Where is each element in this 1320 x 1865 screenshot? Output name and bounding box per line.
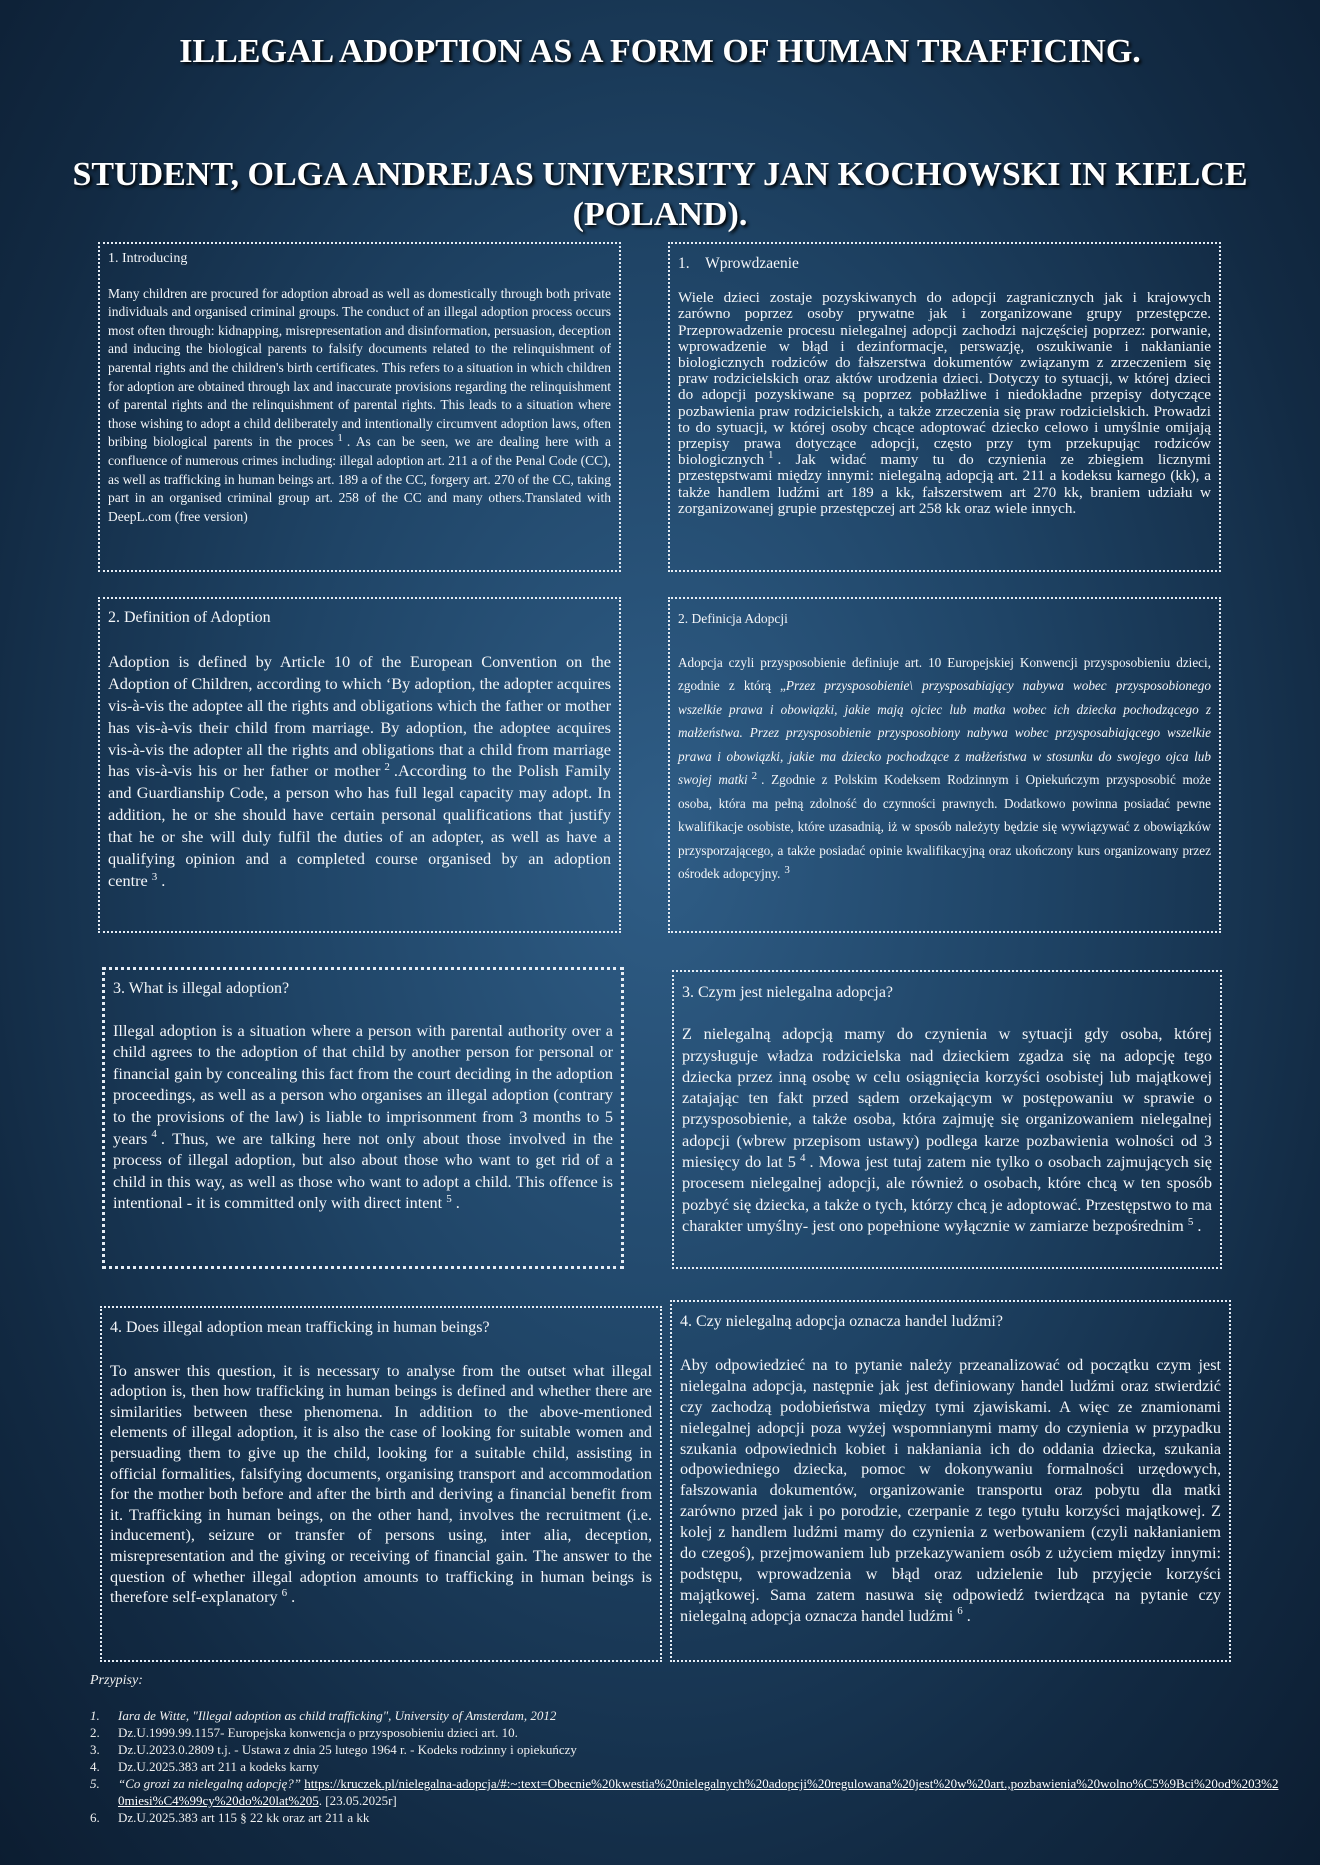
section-2-en: [98, 597, 621, 933]
section-body: Illegal adoption is a situation where a person with parental authority over a child agrees to the adoption of that child by another person for personal or financial gain by concealing this fact from the court deciding in the adoption proceedings, as well as a person who organises an illegal adoption (contrary to the provisions of the law) is liable to imprisonment from 3 months to 5 years $^4$ . Thus, we are talking here not only about those involved in the process of illegal adoption, but also about those who want to get rid of a child in this way, as well as those who want to adopt a child. This offence is intentional - it is committed only with direct intent $^5$ .: [113, 1020, 613, 1213]
footnotes-heading: Przypisy:: [90, 1673, 143, 1688]
section-3-en: [102, 967, 624, 1269]
footnote-item: 6. Dz.U.2025.383 art 115 § 22 kk oraz art 211 a kk: [90, 1810, 370, 1825]
footnote-ref: 2: [384, 761, 390, 774]
section-4-pl: [670, 1300, 1231, 1662]
section-heading: 4. Czy nielegalną adopcja oznacza handel ludźmi?: [680, 1313, 1003, 1330]
footnote-ref: 2: [751, 769, 758, 782]
section-2-pl: [668, 597, 1221, 933]
section-heading: 4. Does illegal adoption mean trafficking in human beings?: [110, 1319, 490, 1336]
poster-title: ILLEGAL ADOPTION AS A FORM OF HUMAN TRAFFICING.: [179, 33, 1141, 70]
section-heading: 2. Definition of Adoption: [108, 609, 271, 626]
section-body: To answer this question, it is necessary to analyse from the outset what illegal adoption is, then how trafficking in human beings is defined and whether there are similarities between these phenomena. In addition to the above-mentioned elements of illegal adoption, it is also the case of looking for suitable women and persuading them to give up the child, looking for a suitable child, assisting in official formalities, falsifying documents, organising transport and accommodation for the mother both before and after the birth and deriving a financial benefit from it. Trafficking in human beings, on the other hand, involves the recruitment (i.e. inducement), seizure or transfer of persons using, inter alia, deception, misrepresentation and the giving or receiving of financial gain. The answer to the question of whether illegal adoption amounts to trafficking in human beings is therefore self-explanatory $^6$ .: [110, 1361, 652, 1607]
section-body: Adoption is defined by Article 10 of the European Convention on the Adoption of Children, according to which ‘By adoption, the adopter acquires vis-à-vis the adoptee all the rights and obligations which the father or mother has vis-à-vis their child from marriage. By adoption, the adoptee acquires vis-à-vis the adopter all the rights and obligations that a child from marriage has vis-à-vis his or her father or mother $^2$ .According to the Polish Family and Guardianship Code, a person who has full legal capacity may adopt. In addition, he or she should have certain personal qualifications that justify that he or she will duly fulfil the duties of an adopter, as well as have a qualifying opinion and a completed course organised by an adoption centre $^3$ .: [108, 651, 611, 890]
footnote-item: 4. Dz.U.2025.383 art 211 a kodeks karny: [90, 1759, 319, 1774]
footnote-ref: 4: [799, 1151, 806, 1164]
footnote-link[interactable]: https://kruczek.pl/nielegalna-adopcja/#:~:text=Obecnie%20kwestia%20nielegalnych%20adopcji%20regulowana%20jest%20w%20art.,pozbawienia%20wolno%C5%9Bci%20od%203%20miesi%C4%99cy%20do%20lat%205: [118, 1776, 1279, 1808]
footnote-ref: 5: [1187, 1215, 1194, 1228]
footnote-ref: 6: [281, 1586, 288, 1599]
section-heading: 2. Definicja Adopcji: [678, 611, 788, 626]
section-heading: 3. What is illegal adoption?: [113, 980, 290, 997]
footnotes: [90, 1672, 1280, 1826]
poster-author: STUDENT, OLGA ANDREJAS UNIVERSITY JAN KOCHOWSKI IN KIELCE (POLAND).: [72, 156, 1248, 233]
section-4-en: [100, 1306, 662, 1662]
footnote-ref: 3: [784, 863, 790, 876]
section-heading: 3. Czym jest nielegalna adopcja?: [682, 984, 894, 1001]
footnote-ref: 3: [151, 870, 158, 883]
footnote-item: 1. Iara de Witte, "Illegal adoption as child trafficking", University of Amsterdam, 2012: [90, 1708, 557, 1723]
footnote-item: 5. “Co grozi za nielegalną adopcję?” https://kruczek.pl/nielegalna-adopcja/#:~:text=Obecnie%20kwestia%20nielegalnych%20adopcji%20regulowana%20jest%20w%20art.,pozbawienia%20wolno%C5%9Bci%20od%203%20miesi%C4%99cy%20do%20lat%205. [23.05.2025r]: [90, 1776, 1279, 1808]
section-body: Adopcja czyli przysposobienie definiuje art. 10 Europejskiej Konwencji przysposobieniu dzieci, zgodnie z którą „Przez przysposobienie\ przysposabiający nabywa wobec przysposobionego wszelkie prawa i obowiązki, jakie mają ojciec lub matka wobec ich dziecka pochodzącego z małżeństwa. Przez przysposobienie przysposobiony nabywa wobec przysposabiającego wszelkie prawa i obowiązki, jakie ma dziecko pochodzące z małżeństwa w stosunku do swojego ojca lub swojej matki $^2$ . Zgodnie z Polskim Kodeksem Rodzinnym i Opiekuńczym przysposobić może osoba, która ma pełną zdolność do czynności prawnych. Dodatkowo powinna posiadać pewne kwalifikacje osobiste, które uzasadnią, iż w sposób należyty będzie się wywiązywać z obowiązków przysporzającego, a także posiadać opinie kwalifikacyjną oraz ukończony kurs organizowany przez ośrodek adopcyjny. $^3$: [678, 654, 1211, 881]
footnote-ref: 1: [337, 431, 343, 444]
footnote-item: 3. Dz.U.2023.0.2809 t.j. - Ustawa z dnia 25 lutego 1964 r. - Kodeks rodzinny i opiekuńczy: [90, 1742, 577, 1757]
footnote-ref: 1: [768, 449, 774, 462]
footnote-ref: 5: [446, 1192, 452, 1205]
section-heading: 1. Wprowdzaenie: [678, 255, 799, 272]
footnote-ref: 4: [151, 1128, 157, 1141]
section-3-pl: [672, 970, 1222, 1269]
section-body: Aby odpowiedzieć na to pytanie należy przeanalizować od początku czym jest nielegalna adopcja, następnie jak jest definiowany handel ludźmi oraz stwierdzić czy zachodzą podobieństwa między tymi zjawiskami. A więc ze znamionami nielegalnej adopcji poza wyżej wspomnianymi mamy do czynienia w przypadku szukania odpowiednich kobiet i nakłaniania ich do oddania dziecka, szukania odpowiedniego dziecka, pomoc w dokonywaniu formalności urzędowych, fałszowania dokumentów, organizowanie transportu oraz pobytu dla matki zarówno przed jak i po porodzie, czerpanie z tego tytułu korzyści majątkowej. Z kolej z handlem ludźmi mamy do czynienia z werbowaniem (czyli nakłanianiem do czegoś), przejmowaniem lub przekazywaniem osób z użyciem między innymi: podstępu, wprowadzenia w błąd oraz udzielenie lub przyjęcie korzyści majątkowej. Sama zatem nasuwa się odpowiedź twierdząca na pytanie czy nielegalną adopcja oznacza handel ludźmi $^6$ .: [680, 1355, 1221, 1625]
section-body: Many children are procured for adoption abroad as well as domestically through both private individuals and organised criminal groups. The conduct of an illegal adoption process occurs most often through: kidnapping, misrepresentation and disinformation, persuasion, deception and inducing the biological parents to falsify documents related to the relinquishment of parental rights and the children's birth certificates. This refers to a situation in which children for adoption are obtained through lax and inaccurate provisions regarding the relinquishment of parental rights and the relinquishment of parental rights. This leads to a situation where those wishing to adopt a child deliberately and intentionally circumvent adoption laws, often bribing biological parents in the proces $^1$ . As can be seen, we are dealing here with a confluence of numerous crimes including: illegal adoption art. 211 a of the Penal Code (CC), as well as trafficking in human beings art. 189 a of the CC, forgery art. 270 of the CC, taking part in an organised criminal group art. 258 of the CC and many others.Translated with DeepL.com (free version): [108, 285, 611, 524]
footnote-item: 2. Dz.U.1999.99.1157- Europejska konwencja o przysposobieniu dzieci art. 10.: [90, 1725, 518, 1740]
section-1-pl: [668, 242, 1221, 572]
section-heading: 1. Introducing: [108, 251, 188, 266]
section-body: Z nielegalną adopcją mamy do czynienia w sytuacji gdy osoba, której przysługuje władza rodzicielska nad dzieckiem zgadza się na adopcję tego dziecka przez inną osobę w celu osiągnięcia korzyści osobistej lub majątkowej zatajając ten fakt przed sądem orzekającym w postępowaniu w sprawie o przysposobienie, a także osoba, która zajmuję się organizowaniem nielegalnej adopcji (wbrew przepisom ustawy) podlega karze pozbawienia wolności od 3 miesięcy do lat 5 $^4$ . Mowa jest tutaj zatem nie tylko o osobach zajmujących się procesem nielegalnej adopcji, ale również o osobach, które chcą w ten sposób pozbyć się dziecka, a także o tych, którzy chcą je adoptować. Przestępstwo to ma charakter umyślny- jest ono popełnione wyłącznie w zamiarze bezpośrednim $^5$ .: [682, 1024, 1212, 1235]
footnote-ref: 6: [957, 1605, 963, 1618]
section-body: Wiele dzieci zostaje pozyskiwanych do adopcji zagranicznych jak i krajowych zarówno poprzez osoby prywatne jak i zorganizowane grupy przestępcze. Przeprowadzenie procesu nielegalnej adopcji zachodzi najczęściej poprzez: porwanie, wprowadzenie w błąd i dezinformacje, perswazję, oszukiwanie i nakłanianie biologicznych rodziców do fałszerstwa dokumentów związanym z zrzeczeniem się praw rodzicielskich oraz aktów urodzenia dzieci. Dotyczy to sytuacji, w której dzieci do adopcji pozyskiwane są poprzez pobłażliwe i niedokładne przepisy dotyczące pozbawienia praw rodzicielskich, a także zrzeczenia się praw rodzicielskich. Prowadzi to do sytuacji, w której osoby chcące adoptować dziecko celowo i umyślnie omijają przepisy prawa dotyczące adopcji, często przy tym przekupując rodziców biologicznych $^1$ . Jak widać mamy tu do czynienia ze zbiegiem licznymi przestępstwami między innymi: nielegalną adopcją art. 211 a kodeksu karnego (kk), a także handlem ludźmi art 189 a kk, fałszerstwem art 270 kk, braniem udziału w zorganizowanej grupie przestępczej art 258 kk oraz wiele innych.: [678, 289, 1211, 517]
section-1-en: [98, 242, 621, 572]
